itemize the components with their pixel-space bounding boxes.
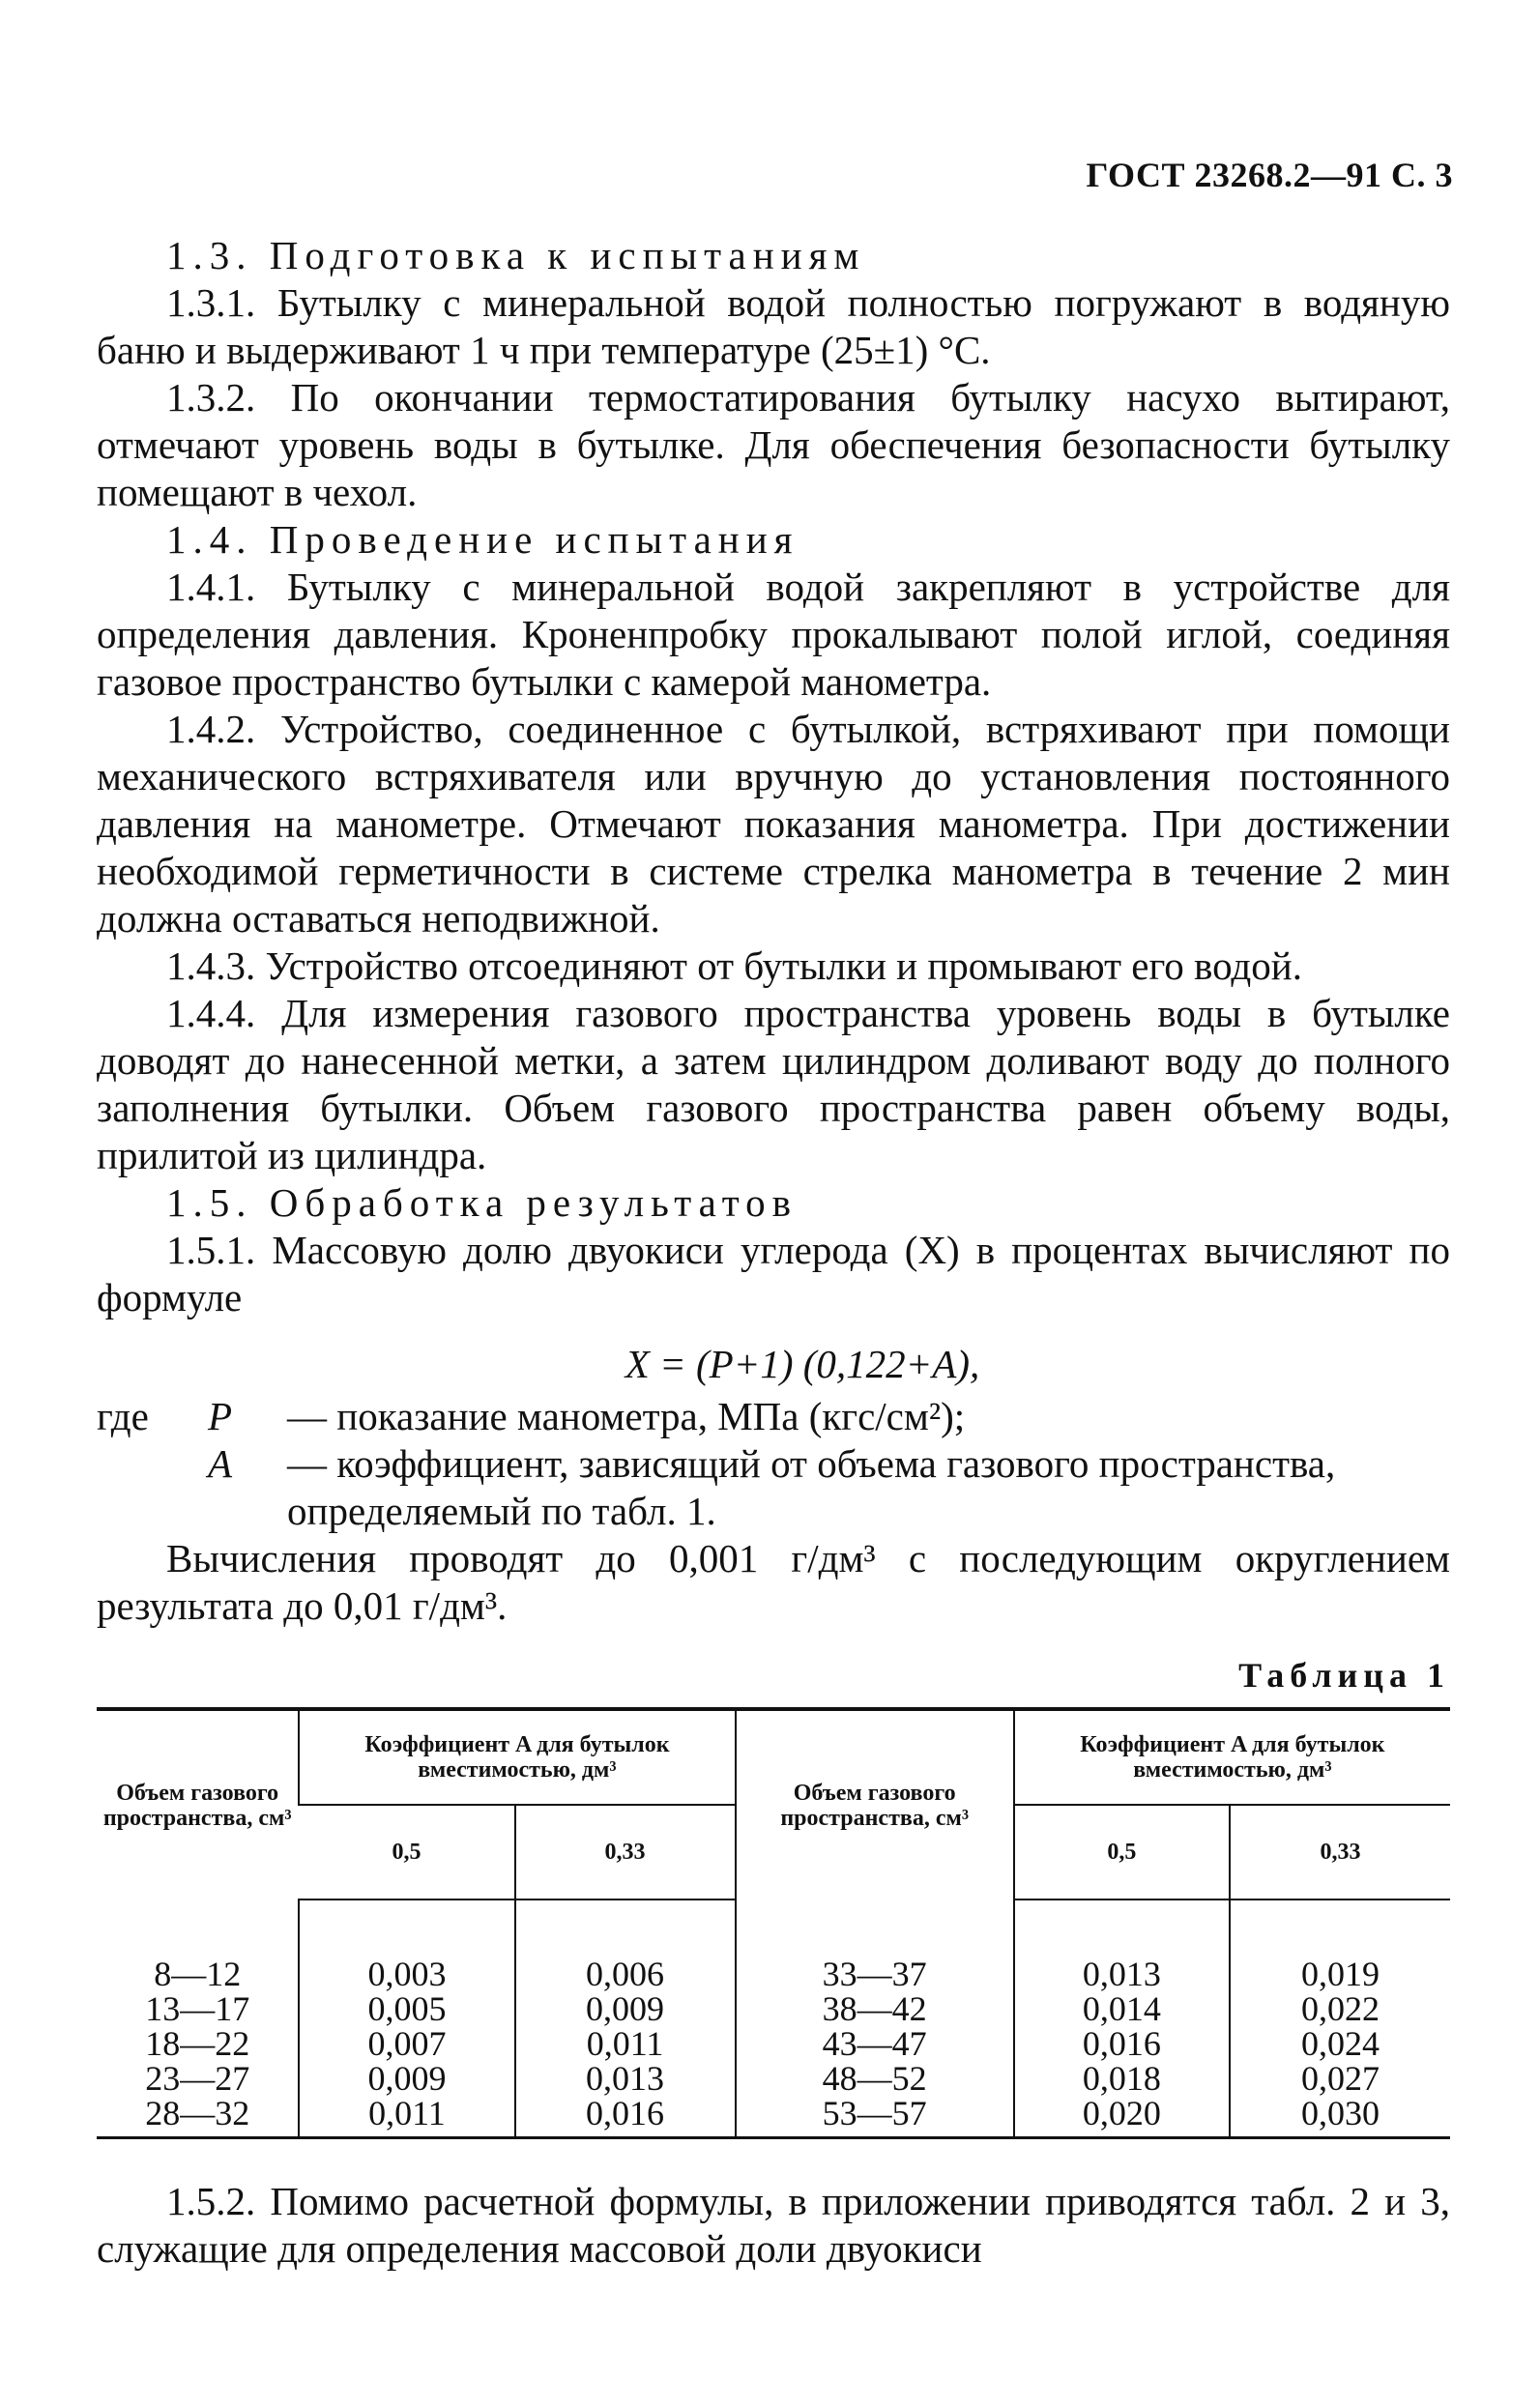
sub-header-05-2: 0,5 [1014, 1805, 1230, 1900]
table-cell: 0,018 [1014, 2061, 1230, 2096]
table-cell: 0,016 [1014, 2026, 1230, 2061]
table-cell: 48—52 [736, 2061, 1014, 2096]
section-heading-1-4: 1.4. Проведение испытания [166, 517, 799, 562]
table-cell: 0,020 [1014, 2096, 1230, 2138]
paragraph-1-4-4: 1.4.4. Для измерения газового пространства уровень воды в бутылке доводят до нанесенной метки, а затем цилиндром доливают воду до полного заполнения бутылки. Объем газового пространства равен объему воды, прилитой из цилиндра. [97, 991, 1450, 1177]
table-title: Таблица 1 [1238, 1656, 1450, 1695]
table-cell: 0,011 [515, 2026, 736, 2061]
table-cell: 0,005 [299, 1991, 514, 2026]
paragraph-1-5-1: 1.5.1. Массовую долю двуокиси углерода (X) в процентах вычисляют по формуле [97, 1228, 1450, 1320]
section-heading-1-5: 1.5. Обработка результатов [166, 1180, 799, 1225]
paragraph-1-4-2: 1.4.2. Устройство, соединенное с бутылкой, встряхивают при помощи механического встряхивателя или вручную до установления постоянного давления на манометре. Отмечают показания манометра. При достижении необходимой герметичности в системе стрелка манометра в течение 2 мин должна оставаться неподвижной. [97, 707, 1450, 941]
table-cell: 0,024 [1230, 2026, 1450, 2061]
table-cell: 38—42 [736, 1991, 1014, 2026]
table-cell: 23—27 [145, 2059, 250, 2098]
where-label: где [97, 1394, 149, 1438]
formula [97, 1335, 1450, 1393]
table-cell: 0,009 [515, 1991, 736, 2026]
table-row [97, 2026, 1450, 2061]
section-heading-1-3: 1.3. Подготовка к испытаниям [166, 233, 866, 277]
table-cell: 8—12 [154, 1954, 242, 1993]
col-header-coeff-1: Коэффициент A для бутылок вместимостью, дм³ [299, 1709, 735, 1805]
table-cell: 0,019 [1230, 1900, 1450, 1991]
table-row [97, 2096, 1450, 2138]
table-cell: 28—32 [145, 2094, 250, 2132]
table-cell: 0,011 [299, 2096, 514, 2138]
table-cell: 0,030 [1230, 2096, 1450, 2138]
table-cell: 0,007 [299, 2026, 514, 2061]
definition-p [97, 1393, 1450, 1440]
table-cell: 0,006 [515, 1900, 736, 1991]
col-header-coeff-2: Коэффициент A для бутылок вместимостью, дм³ [1014, 1709, 1450, 1805]
col-header-volume-1: Объем газового пространства, см³ [102, 1780, 292, 1831]
sub-header-033-2: 0,33 [1230, 1805, 1450, 1900]
variable-a-text: — коэффициент, зависящий от объема газового пространства, определяемый по табл. 1. [287, 1441, 1336, 1533]
table-cell: 0,003 [299, 1900, 514, 1991]
table-cell: 0,013 [1014, 1900, 1230, 1991]
paragraph-1-3-1: 1.3.1. Бутылку с минеральной водой полностью погружают в водяную баню и выдерживают 1 ч при температуре (25±1) °С. [97, 280, 1450, 372]
table-cell: 0,014 [1014, 1991, 1230, 2026]
document-body [97, 232, 1450, 2273]
col-header-volume-2: Объем газового пространства, см³ [736, 1709, 1014, 1900]
paragraph-calculation: Вычисления проводят до 0,001 г/дм³ с последующим округлением результата до 0,01 г/дм³. [97, 1536, 1450, 1628]
variable-p-symbol: P [208, 1394, 233, 1438]
definition-a [97, 1440, 1450, 1535]
variable-p-text: — показание манометра, МПа (кгс/см²); [287, 1394, 966, 1438]
table-row [97, 2061, 1450, 2096]
table-cell: 33—37 [736, 1900, 1014, 1991]
table-cell: 53—57 [736, 2096, 1014, 2138]
table-cell: 13—17 [145, 1989, 250, 2028]
page-header: ГОСТ 23268.2—91 С. 3 [1086, 156, 1453, 194]
variable-a-symbol: A [208, 1441, 233, 1486]
sub-header-05-1: 0,5 [299, 1805, 514, 1900]
table-row [97, 1900, 1450, 1991]
sub-header-033-1: 0,33 [515, 1805, 736, 1900]
formula-text: X = (P+1) (0,122+A), [625, 1342, 980, 1386]
table-cell: 0,009 [299, 2061, 514, 2096]
table-cell: 0,013 [515, 2061, 736, 2096]
table-cell: 0,016 [515, 2096, 736, 2138]
table-row [97, 1991, 1450, 2026]
paragraph-1-4-1: 1.4.1. Бутылку с минеральной водой закрепляют в устройстве для определения давления. Кроненпробку прокалывают полой иглой, соединяя газовое пространство бутылки с камерой манометра. [97, 565, 1450, 704]
coefficient-table [97, 1707, 1450, 2139]
table-cell: 0,027 [1230, 2061, 1450, 2096]
variable-definitions [97, 1393, 1450, 1535]
table-cell: 18—22 [145, 2024, 250, 2063]
table-cell: 0,022 [1230, 1991, 1450, 2026]
paragraph-1-4-3: 1.4.3. Устройство отсоединяют от бутылки и промывают его водой. [166, 943, 1302, 988]
table-cell: 43—47 [736, 2026, 1014, 2061]
paragraph-1-3-2: 1.3.2. По окончании термостатирования бутылку насухо вытирают, отмечают уровень воды в бутылке. Для обеспечения безопасности бутылку помещают в чехол. [97, 375, 1450, 514]
paragraph-1-5-2: 1.5.2. Помимо расчетной формулы, в приложении приводятся табл. 2 и 3, служащие для определения массовой доли двуокиси [97, 2179, 1450, 2271]
